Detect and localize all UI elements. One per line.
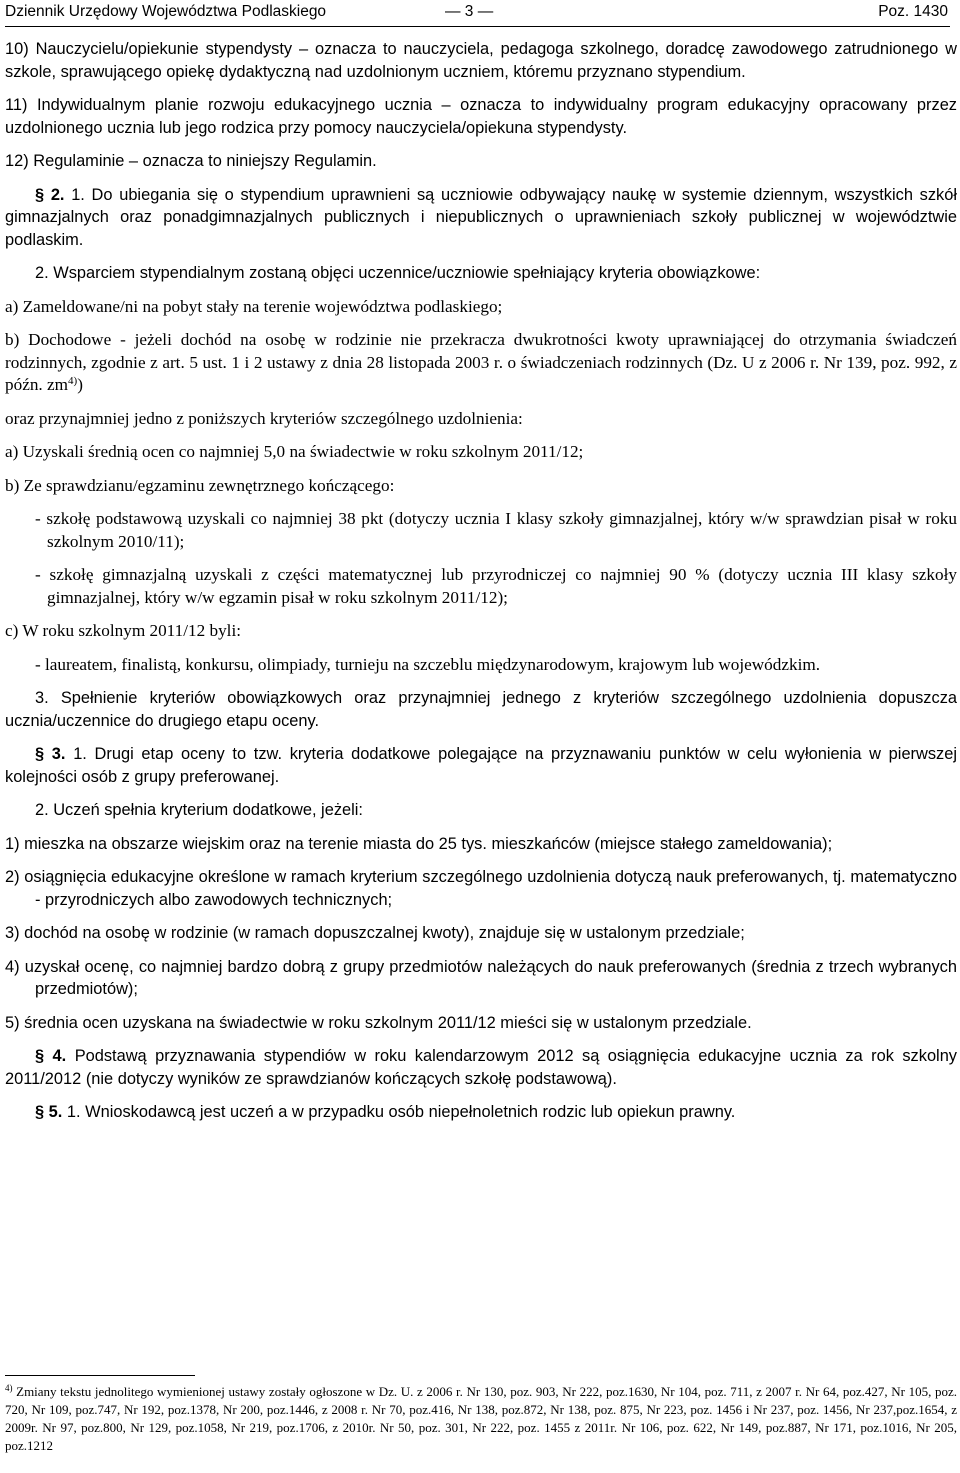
criterion-a: a) Zameldowane/ni na pobyt stały na terenie województwa podlaskiego; <box>5 296 503 316</box>
talent-criterion-c-1: - laureatem, finalistą, konkursu, olimpiady, turnieju na szczeblu międzynarodowym, krajowym lub wojewódzkim. <box>35 654 821 674</box>
position-number: Poz. 1430 <box>878 3 948 20</box>
footnote: $^{4)}$ Zmiany tekstu jednolitego wymienionej ustawy zostały ogłoszone w Dz. U. z 2006 r. Nr 130, poz. 903, Nr 222, poz.1630, Nr 104, poz. 711, z 2007 r. Nr 64, poz.427, Nr 105, poz. 720, Nr 109, poz.747, Nr 192, poz.1378, Nr 200, poz.1446, z 2008 r. Nr 70, poz.416, Nr 138, poz.872, Nr 138, poz. 875, Nr 223, poz. 1456 i Nr 237, poz. 1456, Nr 237,poz.1654, z 2009r. Nr 97, poz.800, Nr 129, poz.1058, Nr 219, poz.1706, z 2010r. Nr 50, poz. 301, Nr 222, poz. 1455 z 2011r. Nr 106, poz. 622, Nr 149, poz.887, Nr 171, poz.1016, Nr 205, poz.1212 <box>5 1383 957 1453</box>
section-mark: § 4. <box>35 1047 67 1065</box>
definition-12: 12) Regulaminie – oznacza to niniejszy Regulamin. <box>5 152 377 170</box>
talent-criterion-b: b) Ze sprawdzianu/egzaminu zewnętrznego kończącego: <box>5 475 395 495</box>
footnote-ref: 4) <box>68 375 78 387</box>
footnote-number: 4) <box>5 1383 13 1393</box>
talent-criterion-b-1: - szkołę podstawową uzyskali co najmniej 38 pkt (dotyczy ucznia I klasy szkoły gimnazjalnej, który w/w sprawdzian pisał w roku szkolnym 2010/11); <box>35 509 957 551</box>
section-2-paragraph-1: § 2. 1. Do ubiegania się o stypendium uprawnieni są uczniowie odbywający naukę w systemie dziennym, wszystkich szkół gimnazjalnych oraz ponadgimnazjalnych publicznych i niepublicznych o uprawnieniach szkoły publicznej w województwie podlaskim. <box>5 185 957 249</box>
section-3-paragraph-1: § 3. 1. Drugi etap oceny to tzw. kryteria dodatkowe polegające na przyznawaniu punktów w celu wyłonienia w pierwszej kolejności osób z grupy preferowanej. <box>5 745 958 786</box>
additional-criterion-4: 4) uzyskał ocenę, co najmniej bardzo dobrą z grupy przedmiotów należących do nauk preferowanych (średnia z trzech wybranych przedmiotów); <box>5 957 957 998</box>
talent-criterion-c: c) W roku szkolnym 2011/12 byli: <box>5 621 241 640</box>
definition-11: 11) Indywidualnym planie rozwoju edukacyjnego ucznia – oznacza to indywidualny program edukacyjny opracowany przez uzdolnionego ucznia lub jego rodzica przy pomocy nauczyciela/opiekuna stypendysty. <box>5 96 957 137</box>
section-5: § 5. 1. Wnioskodawcą jest uczeń a w przypadku osób niepełnoletnich rodzic lub opiekun prawny. <box>35 1103 736 1121</box>
additional-criterion-3: 3) dochód na osobę w rodzinie (w ramach dopuszczalnej kwoty), znajduje się w ustalonym przedziale; <box>5 924 745 942</box>
footnote-separator <box>5 1375 195 1376</box>
talent-criterion-b-2: - szkołę gimnazjalną uzyskali z części matematycznej lub przyrodniczej co najmniej 90 % (dotyczy ucznia III klasy szkoły gimnazjalnej, który w/w egzamin pisał w roku szkolnym 2011/12); <box>35 565 957 607</box>
page-header <box>5 2 950 27</box>
talent-criterion-a: a) Uzyskali średnią ocen co najmniej 5,0 na świadectwie w roku szkolnym 2011/12; <box>5 442 584 461</box>
section-mark: § 3. <box>35 745 66 763</box>
document-body <box>5 38 957 1124</box>
section-2-paragraph-2: 2. Wsparciem stypendialnym zostaną objęci uczennice/uczniowie spełniający kryteria obowiązkowe: <box>35 264 761 282</box>
definition-10: 10) Nauczycielu/opiekunie stypendysty – oznacza to nauczyciela, pedagoga szkolnego, doradcę zawodowego zatrudnionego w szkole, sprawującego opiekę dydaktyczną nad uzdolnionym uczniem, któremu przyznano stypendium. <box>5 40 957 81</box>
section-mark: § 5. <box>35 1103 63 1121</box>
section-mark: § 2. <box>35 185 65 204</box>
additional-criteria-intro: oraz przynajmniej jedno z poniższych kryteriów szczególnego uzdolnienia: <box>5 408 523 428</box>
additional-criterion-2: 2) osiągnięcia edukacyjne określone w ramach kryterium szczególnego uzdolnienia dotyczą nauk preferowanych, tj. matematyczno - przyrodniczych albo zawodowych technicznych; <box>5 868 957 909</box>
page-number: — 3 — <box>445 3 494 20</box>
section-2-paragraph-3: 3. Spełnienie kryteriów obowiązkowych oraz przynajmniej jednego z kryteriów szczególnego uzdolnienia dopuszcza ucznia/uczennice do drugiego etapu oceny. <box>5 689 957 730</box>
additional-criterion-5: 5) średnia ocen uzyskana na świadectwie w roku szkolnym 2011/12 mieści się w ustalonym przedziale. <box>5 1013 752 1032</box>
journal-title: Dziennik Urzędowy Województwa Podlaskiego <box>5 3 327 20</box>
section-3-paragraph-2: 2. Uczeń spełnia kryterium dodatkowe, jeżeli: <box>35 801 363 819</box>
criterion-b: b) Dochodowe - jeżeli dochód na osobę w rodzinie nie przekracza dwukrotności kwoty uprawniającej do otrzymania świadczeń rodzinnych, zgodnie z art. 5 ust. 1 i 2 ustawy z dnia 28 listopada 2003 r. o świadczeniach rodzinnych (Dz. U z 2006 r. Nr 139, poz. 992, z późn. $zm^{4)}$) <box>5 330 957 394</box>
additional-criterion-1: 1) mieszka na obszarze wiejskim oraz na terenie miasta do 25 tys. mieszkańców (miejsce stałego zameldowania); <box>5 834 833 853</box>
section-4: § 4. Podstawą przyznawania stypendiów w roku kalendarzowym 2012 są osiągnięcia edukacyjne ucznia za rok szkolny 2011/2012 (nie dotyczy wyników ze sprawdzianów kończących szkołę podstawową). <box>5 1047 958 1088</box>
